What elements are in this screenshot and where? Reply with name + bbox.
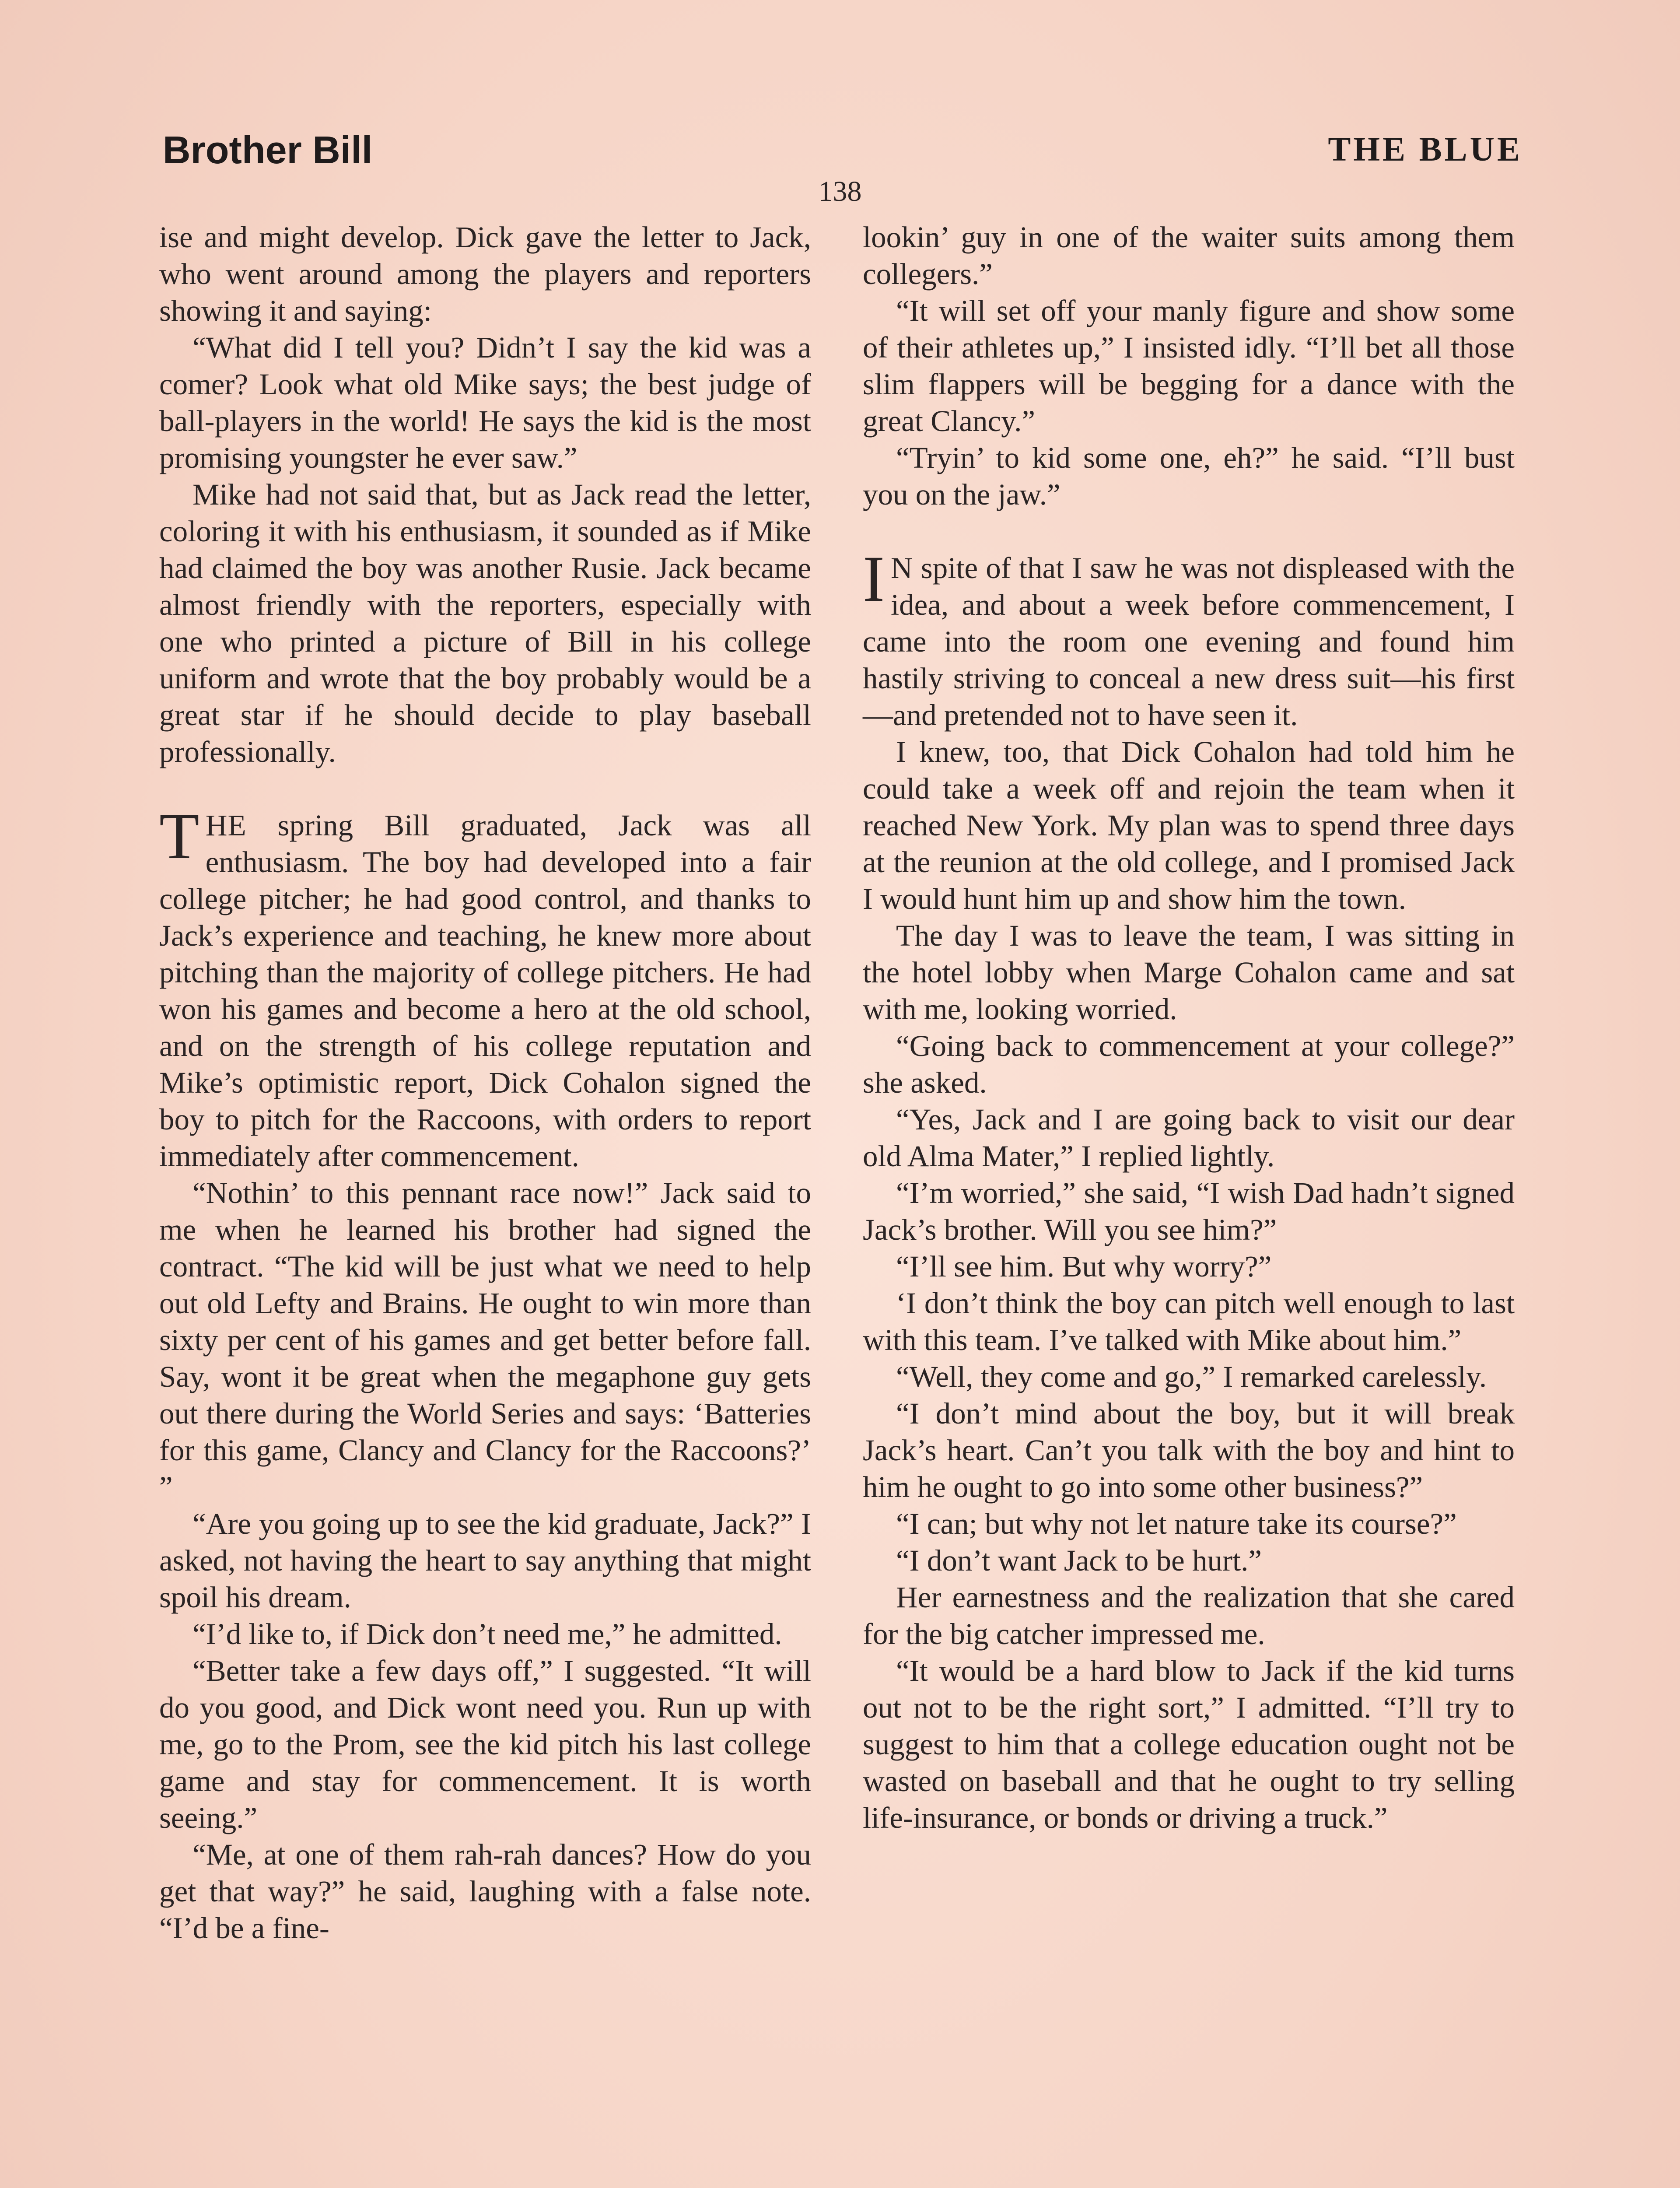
paragraph: “What did I tell you? Didn’t I say the kid was a comer? Look what old Mike says; the best judge of ball-players in the world! He says the kid is the most promising youngster he ever saw.”: [159, 331, 811, 474]
paragraph: I knew, too, that Dick Cohalon had told him he could take a week off and rejoin the team when it reached New York. My plan was to spend three days at the reunion at the old college, and I promised Jack I would hunt him up and show him the town.: [863, 735, 1515, 915]
paragraph: “It would be a hard blow to Jack if the kid turns out not to be the right sort,” I admitted. “I’ll try to suggest to him that a college education ought not be wasted on baseball and that he ought to try selling life-insurance, or bonds or driving a truck.”: [863, 1654, 1515, 1834]
paragraph: “Nothin’ to this pennant race now!” Jack said to me when he learned his brother had signed the contract. “The kid will be just what we need to help out old Lefty and Brains. He ought to win more than sixty per cent of his games and get better before fall. Say, wont it be great when the megaphone guy gets out there during the World Series and says: ‘Batteries for this game, Clancy and Clancy for the Raccoons?’ ”: [159, 1176, 811, 1504]
paragraph: lookin’ guy in one of the waiter suits among them collegers.”: [863, 221, 1515, 291]
lead-in-caps: N: [890, 551, 913, 585]
paragraph: “Going back to commencement at your college?” she asked.: [863, 1029, 1515, 1099]
magazine-title-header: THE BLUE: [1328, 130, 1522, 168]
paragraph: “It will set off your manly figure and show some of their athletes up,” I insisted idly. “I’ll bet all those slim flappers will be begging for a dance with the great Clancy.”: [863, 294, 1515, 438]
paragraph: “I don’t want Jack to be hurt.”: [896, 1544, 1262, 1577]
paragraph: “I’m worried,” she said, “I wish Dad hadn’t signed Jack’s brother. Will you see him?”: [863, 1176, 1515, 1246]
section-paragraph: [863, 543, 1515, 733]
lead-in-caps: HE: [205, 809, 247, 842]
paragraph: ‘I don’t think the boy can pitch well enough to last with this team. I’ve talked with Mike about him.”: [863, 1287, 1515, 1357]
paragraph: “Me, at one of them rah-rah dances? How do you get that way?” he said, laughing with a false note. “I’d be a fine-: [159, 1838, 811, 1945]
paragraph: “I can; but why not let nature take its course?”: [896, 1507, 1457, 1540]
paragraph-text: spite of that I saw he was not displeased with the idea, and about a week before commencement, I came into the room one evening and found him hastily striving to conceal a new dress suit—his first—and pretended not to have seen it.: [863, 551, 1515, 732]
paragraph: ise and might develop. Dick gave the letter to Jack, who went around among the players and reporters showing it and saying:: [159, 221, 811, 327]
section-paragraph: [159, 800, 811, 1175]
paragraph: Her earnestness and the realization that she cared for the big catcher impressed me.: [863, 1581, 1515, 1651]
paragraph: Mike had not said that, but as Jack read the letter, coloring it with his enthusiasm, it sounded as if Mike had claimed the boy was another Rusie. Jack became almost friendly with the reporters, especially with one who printed a picture of Bill in his college uniform and wrote that the boy probably would be a great star if he should decide to play baseball professionally.: [159, 478, 811, 768]
paragraph: “I’d like to, if Dick don’t need me,” he admitted.: [192, 1617, 782, 1651]
paragraph: “Are you going up to see the kid graduate, Jack?” I asked, not having the heart to say anything that might spoil his dream.: [159, 1507, 811, 1614]
drop-cap: T: [159, 800, 200, 873]
page-number: 138: [818, 175, 862, 207]
paragraph: “Tryin’ to kid some one, eh?” he said. “I’ll bust you on the jaw.”: [863, 441, 1515, 511]
paragraph: “I don’t mind about the boy, but it will break Jack’s heart. Can’t you talk with the boy and hint to him he ought to go into some other business?”: [863, 1397, 1515, 1504]
left-column: [159, 219, 811, 1946]
paragraph: “I’ll see him. But why worry?”: [896, 1250, 1272, 1283]
paragraph: “Well, they come and go,” I remarked carelessly.: [896, 1360, 1487, 1393]
right-column: [863, 219, 1515, 1836]
paragraph: “Better take a few days off,” I suggested. “It will do you good, and Dick wont need you. Run up with me, go to the Prom, see the kid pitch his last college game and stay for commencement. It is worth seeing.”: [159, 1654, 811, 1834]
drop-cap: I: [863, 543, 885, 615]
story-title-header: Brother Bill: [163, 128, 373, 172]
paragraph-text: spring Bill graduated, Jack was all enthusiasm. The boy had developed into a fair college pitcher; he had good control, and thanks to Jack’s experience and teaching, he knew more about pitching than the majority of college pitchers. He had won his games and become a hero at the old school, and on the strength of his college reputation and Mike’s optimistic report, Dick Cohalon signed the boy to pitch for the Raccoons, with orders to report immediately after commencement.: [159, 809, 811, 1173]
paragraph: The day I was to leave the team, I was sitting in the hotel lobby when Marge Cohalon came and sat with me, looking worried.: [863, 919, 1515, 1026]
paragraph: “Yes, Jack and I are going back to visit our dear old Alma Mater,” I replied lightly.: [863, 1103, 1515, 1173]
